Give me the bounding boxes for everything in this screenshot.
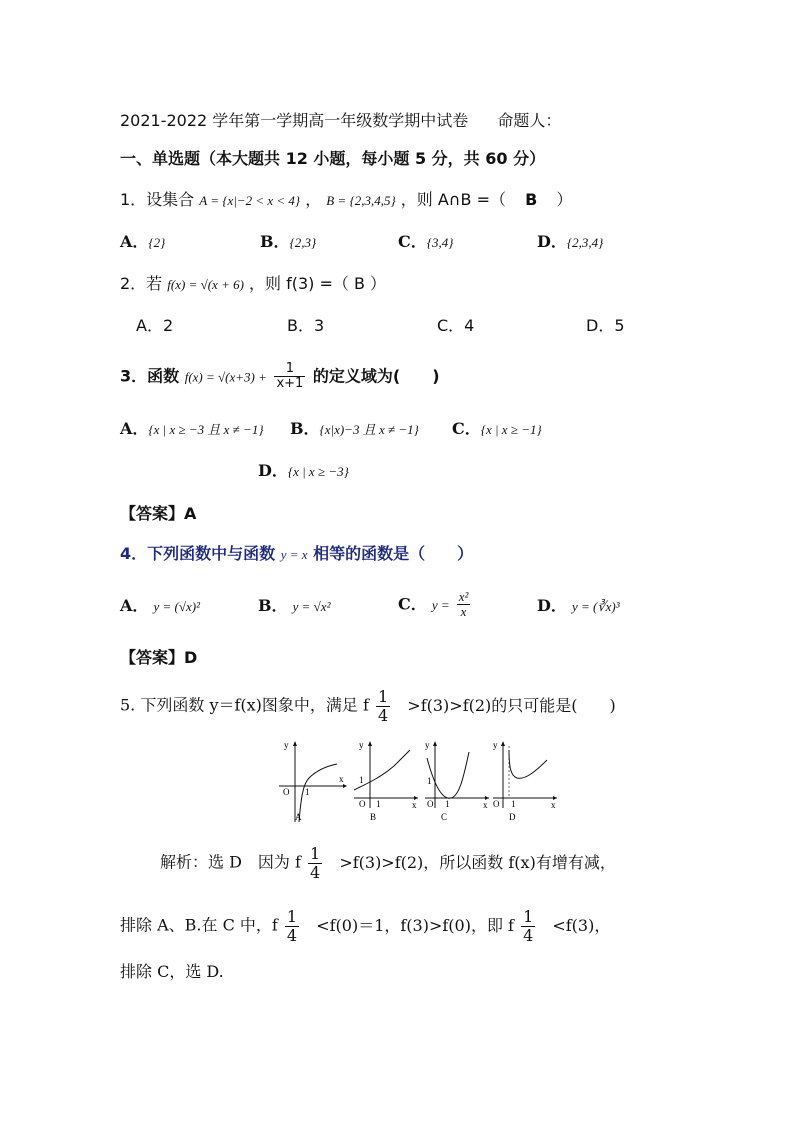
q4-c-fraction: $\frac{\text{x²}}{x}$	[458, 589, 469, 620]
question-2	[120, 276, 386, 292]
solution-fraction-3: $\frac{1}{4}$	[523, 907, 534, 945]
q1-option-c: C．{3,4}	[398, 232, 454, 251]
question-3	[120, 362, 440, 392]
graph-b-label: B	[370, 812, 377, 822]
q2-option-a: A．2	[136, 316, 174, 335]
question-4	[120, 546, 473, 562]
graph-c	[421, 738, 493, 828]
graph-c-label: C	[441, 812, 448, 822]
q1-prefix: 1．设集合	[120, 190, 195, 209]
q3-expr: f(x) = √(x+3) +	[184, 369, 267, 385]
graph-a-y: y	[284, 740, 289, 750]
q2-option-c: C．4	[437, 316, 475, 335]
graph-c-y: y	[425, 740, 430, 750]
q3-prefix: 3．函数	[120, 366, 180, 386]
q3-fraction: $\frac{1}{x+1}$	[276, 361, 304, 392]
graph-b-y: y	[359, 740, 364, 750]
graph-d-y: y	[493, 740, 498, 750]
q1-option-a: A．{2}	[120, 232, 166, 251]
graph-d-x: x	[551, 800, 556, 810]
graph-b	[350, 738, 422, 828]
q1-setA: A = {x|−2 < x < 4}	[199, 193, 301, 208]
q2-ask: ，则 f(3) =（ B ）	[249, 274, 387, 293]
question-5	[120, 688, 616, 724]
q2-option-b: B．3	[287, 316, 325, 335]
q4-option-d: D． y = (∛x)³	[537, 596, 620, 615]
q1-option-b: B．{2,3}	[260, 232, 317, 251]
q3-option-c: C．{x | x ≥ −1}	[452, 419, 542, 438]
q3-option-b: B．{x|x)−3 且 x ≠ −1}	[290, 419, 419, 438]
q2-option-d: D．5	[586, 316, 625, 335]
q4-option-b: B． y = √x²	[258, 596, 331, 615]
graph-a-origin: O	[283, 787, 290, 797]
q4-option-c: C． y = $\frac{\text{x²}}{x}$	[398, 589, 469, 620]
q4-ask: 相等的函数是（ ）	[313, 544, 474, 563]
q1-answer: B	[525, 190, 538, 209]
q3-option-d: D．{x | x ≥ −3}	[258, 461, 349, 480]
graph-c-one: 1	[445, 799, 450, 809]
q4-prefix: 4．下列函数中与函数	[120, 544, 276, 563]
author-label: 命题人：	[497, 111, 562, 130]
graph-d	[489, 738, 561, 828]
graph-b-origin: O	[359, 799, 366, 809]
q3-ask: 的定义域为( )	[312, 366, 440, 386]
graph-d-label: D	[509, 812, 516, 822]
q4-option-a: A． y = (√x)²	[120, 596, 201, 615]
q1-option-d: D．{2,3,4}	[537, 232, 604, 251]
q2-prefix: 2．若	[120, 274, 163, 293]
q1-setB: B = {2,3,4,5}	[326, 193, 396, 208]
graph-c-origin: O	[427, 799, 434, 809]
graph-a-one: 1	[305, 787, 310, 797]
q2-expr: f(x) = √(x + 6)	[167, 277, 244, 292]
solution-line-3: 排除 C，选 D.	[120, 962, 224, 981]
graph-a-label: A	[295, 812, 302, 822]
exam-title	[120, 113, 561, 129]
graph-d-origin: O	[493, 799, 500, 809]
graph-c-one-y: 1	[427, 776, 432, 786]
graph-a-x: x	[339, 774, 344, 784]
q1-ask: ，则 A∩B =（	[400, 190, 506, 209]
graph-b-one: 1	[376, 799, 381, 809]
solution-line-2: 排除 A、B.在 C 中，f $\frac{1}{4}$ <f(0)＝1，f(3)>f(0)，即 f $\frac{1}{4}$ <f(3)，	[120, 907, 611, 945]
graph-c-x: x	[483, 800, 488, 810]
q4-answer: 【答案】D	[120, 648, 198, 667]
q5-ask: >f(3)>f(2)的只可能是( )	[407, 695, 616, 715]
graph-d-one: 1	[511, 799, 516, 809]
q1-close: ）	[556, 190, 573, 209]
q3-option-a: A．{x | x ≥ −3 且 x ≠ −1}	[120, 419, 264, 438]
graph-b-one-y: 1	[359, 775, 364, 785]
solution-line-1: 解析：选 D 因为 f $\frac{1}{4}$ >f(3)>f(2)，所以函数 f(x)有增有减，	[160, 844, 616, 882]
solution-fraction-2: $\frac{1}{4}$	[286, 907, 298, 945]
q5-graphs	[275, 738, 565, 828]
graph-b-x: x	[412, 800, 417, 810]
q5-prefix: 5. 下列函数 y＝f(x)图象中，满足 f	[120, 695, 369, 715]
q3-answer: 【答案】A	[120, 504, 197, 523]
q5-fraction: $\frac{1}{4}$	[378, 687, 389, 725]
title-text: 2021-2022 学年第一学期高一年级数学期中试卷	[120, 111, 469, 130]
section-heading: 一、单选题（本大题共 12 小题，每小题 5 分，共 60 分）	[120, 149, 546, 168]
q4-expr: y = x	[280, 547, 308, 562]
graph-a	[275, 738, 347, 828]
solution-fraction-1: $\frac{1}{4}$	[310, 844, 321, 882]
question-1: 1．设集合 A = {x|−2 < x < 4} ， B = {2,3,4,5} ，则 A∩B =（ B ）	[120, 190, 573, 209]
